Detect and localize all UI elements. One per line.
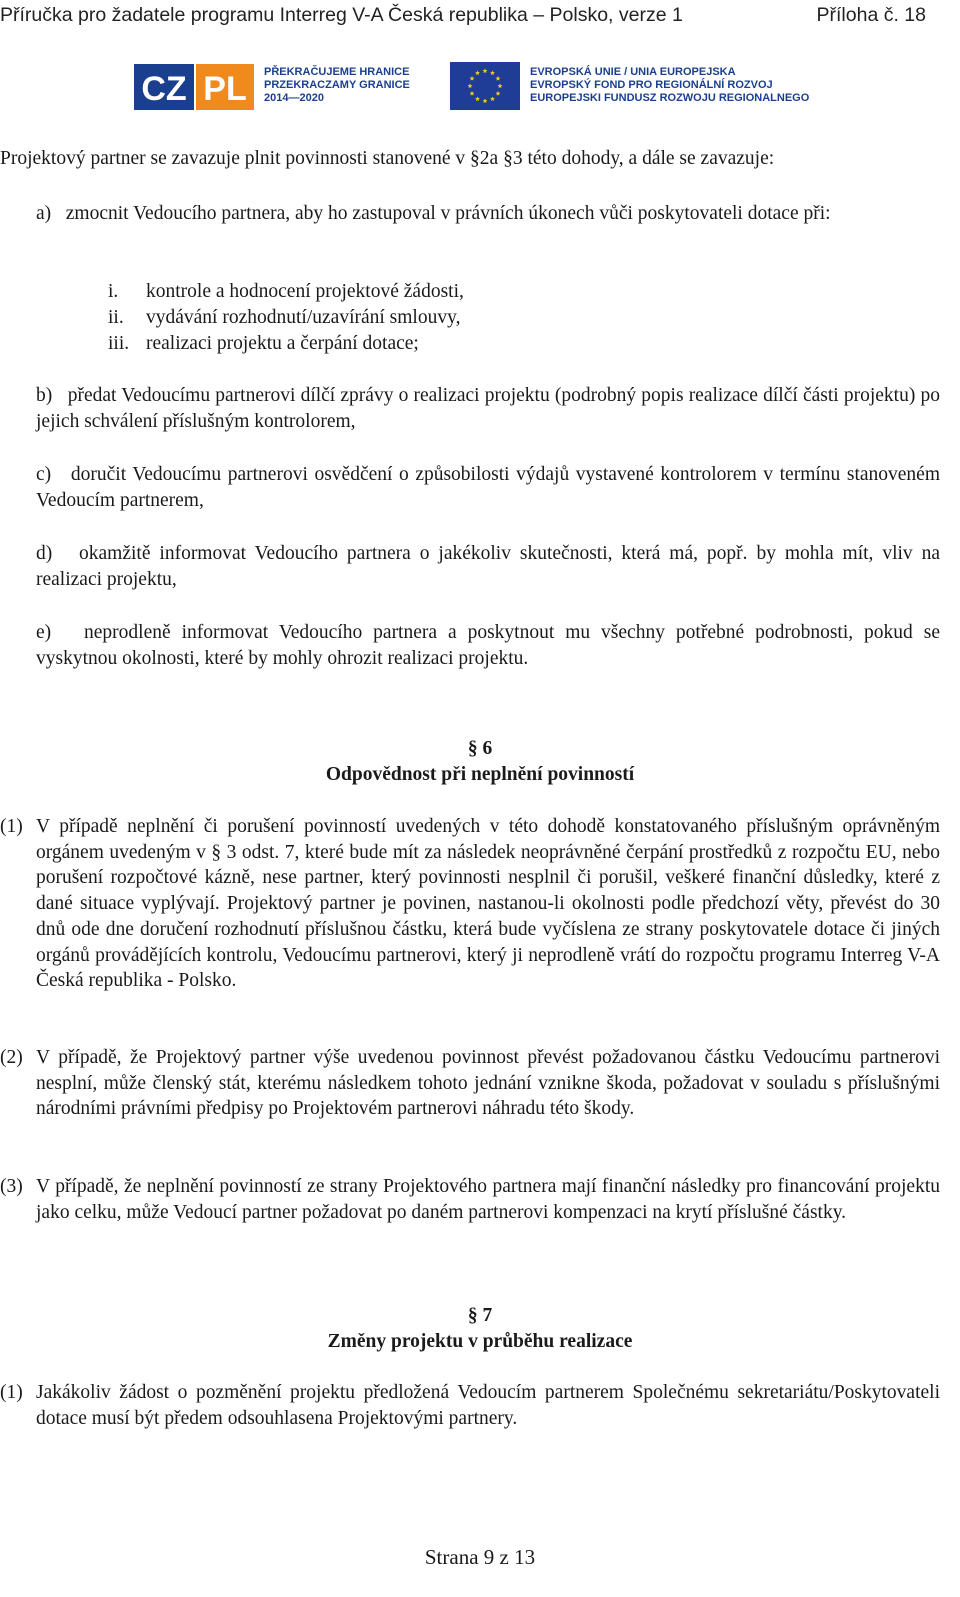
item-c-text: doručit Vedoucímu partnerovi osvědčení o způsobilosti výdajů vystavené kontrolorem v termínu stanoveném Vedoucím partnerem, [36, 464, 940, 511]
roman-item-2 [108, 305, 460, 331]
czpl-line-3: 2014—2020 [264, 92, 324, 104]
page-header [0, 2, 960, 28]
item-b [36, 383, 940, 434]
czpl-line-2: PRZEKRACZAMY GRANICE [264, 79, 410, 91]
logo-bar [134, 60, 814, 116]
s6-p2-text: V případě, že Projektový partner výše uvedenou povinnost převést požadovanou částku Vedoucímu partnerovi nesplní, může členský stát, kterému následkem tohoto jednání vznikne škoda, požadovat v souladu s příslušnými národními právními předpisy po Projektovém partnerovi náhradu této škody. [36, 1047, 940, 1120]
czpl-mark-pl: PL [203, 70, 247, 108]
item-b-label: b) [36, 385, 53, 406]
section-6-title: Odpovědnost při neplnění povinností [325, 764, 635, 785]
s6-p1-text: V případě neplnění či porušení povinností uvedených v této dohodě konstatovaného příslušným oprávněným orgánem uvedeným v § 3 odst. 7, které bude mít za následek neoprávněné čerpání prostředků z rozpočtu EU, nebo porušení rozpočtové kázně, nese partner, který povinnosti nesplnil či porušil, veškeré finanční důsledky, které z dané situace vyplývají. Projektový partner je povinen, nastanou-li okolnosti podle předchozí věty, převést do 30 dnů ode dne doručení rozhodnutí příslušnou částku, která bude vyčíslena ze strany poskytovatele dotace či jiných orgánů provádějících kontrolu, Vedoucímu partnerovi, který ji neprodleně vrátí do rozpočtu programu Interreg V-A Česká republika - Polsko. [36, 816, 940, 992]
item-d-text: okamžitě informovat Vedoucího partnera o jakékoliv skutečnosti, která má, popř. by mohla mít, vliv na realizaci projektu, [36, 543, 941, 590]
section-7-title: Změny projektu v průběhu realizace [327, 1331, 633, 1352]
s7-p1-text: Jakákoliv žádost o pozměnění projektu předložená Vedoucím partnerem Společnému sekretariátu/Poskytovateli dotace musí být předem odsouhlasena Projektovými partnery. [36, 1382, 940, 1429]
intro-paragraph: Projektový partner se zavazuje plnit povinnosti stanovené v §2a §3 této dohody, a dále se zavazuje: [0, 148, 775, 169]
item-e [36, 620, 940, 671]
roman-text: kontrole a hodnocení projektové žádosti, [146, 281, 464, 302]
s7-p1-label: (1) [0, 1382, 23, 1403]
roman-text: realizaci projektu a čerpání dotace; [146, 333, 419, 354]
item-b-text: předat Vedoucímu partnerovi dílčí zprávy o realizaci projektu (podrobný popis realizace dílčí části projektu) po jejich schválení příslušným kontrolorem, [36, 385, 940, 432]
roman-num: ii. [108, 307, 124, 328]
section-7-number: § 7 [467, 1305, 493, 1326]
eu-line-2: EVROPSKÝ FOND PRO REGIONÁLNÍ ROZVOJ [530, 79, 773, 91]
s6-p3-text: V případě, že neplnění povinností ze strany Projektového partnera mají finanční následky pro financování projektu jako celku, může Vedoucí partner požadovat po daném partnerovi kompenzaci na krytí příslušné částky. [36, 1176, 940, 1223]
s6-p1-label: (1) [0, 816, 23, 837]
s6-p3-label: (3) [0, 1176, 23, 1197]
eu-line-1: EVROPSKÁ UNIE / UNIA EUROPEJSKA [530, 66, 736, 78]
item-c-label: c) [36, 464, 52, 485]
eu-slogan [530, 66, 809, 105]
eu-line-3: EUROPEJSKI FUNDUSZ ROZWOJU REGIONALNEGO [530, 92, 810, 104]
roman-item-3 [108, 331, 419, 357]
roman-num: i. [108, 281, 119, 302]
czpl-mark-cz: CZ [141, 70, 187, 108]
roman-item-1 [108, 279, 464, 305]
annex-number: Příloha č. 18 [816, 4, 926, 26]
item-d-label: d) [36, 543, 53, 564]
roman-num: iii. [108, 333, 130, 354]
roman-text: vydávání rozhodnutí/uzavírání smlouvy, [146, 307, 461, 328]
item-a-label: a) [36, 203, 52, 224]
section-6-number: § 6 [467, 738, 493, 759]
document-title: Příručka pro žadatele programu Interreg V-A Česká republika – Polsko, verze 1 [0, 4, 683, 26]
item-a-text: zmocnit Vedoucího partnera, aby ho zastupoval v právních úkonech vůči poskytovateli dotace při: [65, 203, 831, 224]
item-e-label: e) [36, 622, 52, 643]
item-e-text: neprodleně informovat Vedoucího partnera a poskytnout mu všechny potřebné podrobnosti, pokud se vyskytnou okolnosti, které by mohly ohrozit realizaci projektu. [36, 622, 941, 669]
item-c [36, 462, 940, 513]
eu-flag-icon [450, 62, 520, 110]
page-number: Strana 9 z 13 [424, 1545, 536, 1569]
s6-p2-label: (2) [0, 1047, 23, 1068]
item-a [36, 201, 940, 227]
czpl-line-1: PŘEKRAČUJEME HRANICE [264, 66, 410, 78]
czpl-logo [134, 60, 256, 112]
czpl-slogan [264, 66, 410, 105]
item-d [36, 541, 940, 592]
